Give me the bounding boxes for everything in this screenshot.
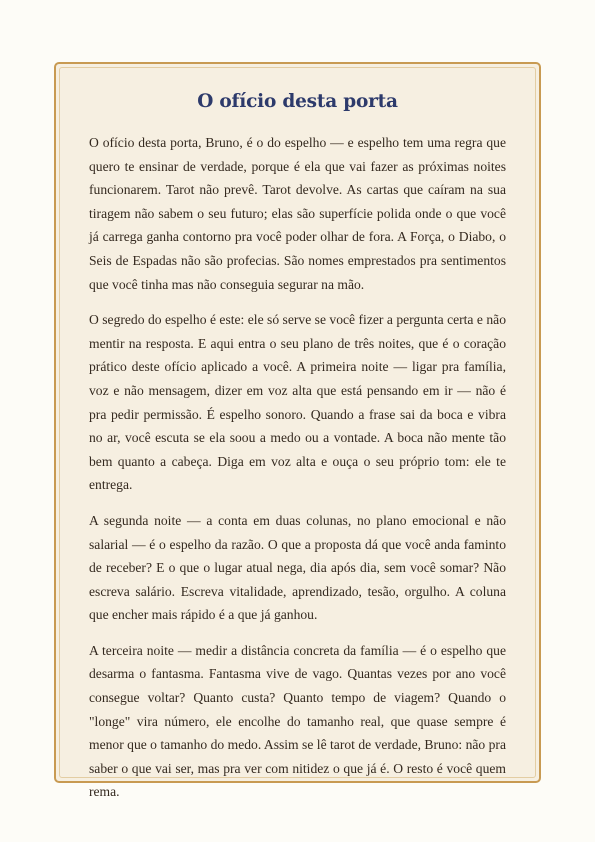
paragraph-4: A terceira noite — medir a distância concreta da família — é o espelho que desarma o fantasma. Fantasma vive de vago. Quantas vezes por ano você consegue voltar? Quanto custa? Quanto tempo de viagem? Quando o "longe" vira número, ele encolhe do tamanho real, que quase sempre é menor que o tamanho do medo. Assim se lê tarot de verdade, Bruno: não pra saber o que vai ser, mas pra ver com nitidez o que já é. O resto é você quem rema. — [89, 642, 506, 800]
paragraph-3: A segunda noite — a conta em duas colunas, no plano emocional e não salarial — é o espelho da razão. O que a proposta dá que você anda faminto de receber? E o que o lugar atual nega, dia após dia, sem você somar? Não escreva salário. Escreva vitalidade, aprendizado, tesão, orgulho. A coluna que encher mais rápido é a que já ganhou. — [89, 512, 506, 623]
paragraph-2: O segredo do espelho é este: ele só serve se você fizer a pergunta certa e não mentir na resposta. E aqui entra o seu plano de três noites, que é o coração prático deste ofício aplicado a você. A primeira noite — ligar pra família, voz e não mensagem, dizer em voz alta que está pensando em ir — não é pra pedir permissão. É espelho sonoro. Quando a frase sai da boca e vibra no ar, você escuta se ela soou a medo ou a vontade. A boca não mente tão bem quanto a cabeça. Diga em voz alta e ouça o seu próprio tom: ele te entrega. — [89, 312, 506, 493]
page-title: O ofício desta porta — [197, 91, 398, 112]
paragraph-1: O ofício desta porta, Bruno, é o do espelho — e espelho tem uma regra que quero te ensinar de verdade, porque é ela que vai fazer as próximas noites funcionarem. Tarot não prevê. Tarot devolve. As cartas que caíram na sua tiragem não sabem o seu futuro; elas são superfície polida onde o que você já carrega ganha contorno pra você poder olhar de fora. A Força, o Diabo, o Seis de Espadas não são profecias. São nomes emprestados pra sentimentos que você tinha mas não conseguia segurar na mão. — [89, 135, 506, 292]
page-card — [54, 62, 541, 800]
page-card-inner-border — [59, 67, 536, 800]
